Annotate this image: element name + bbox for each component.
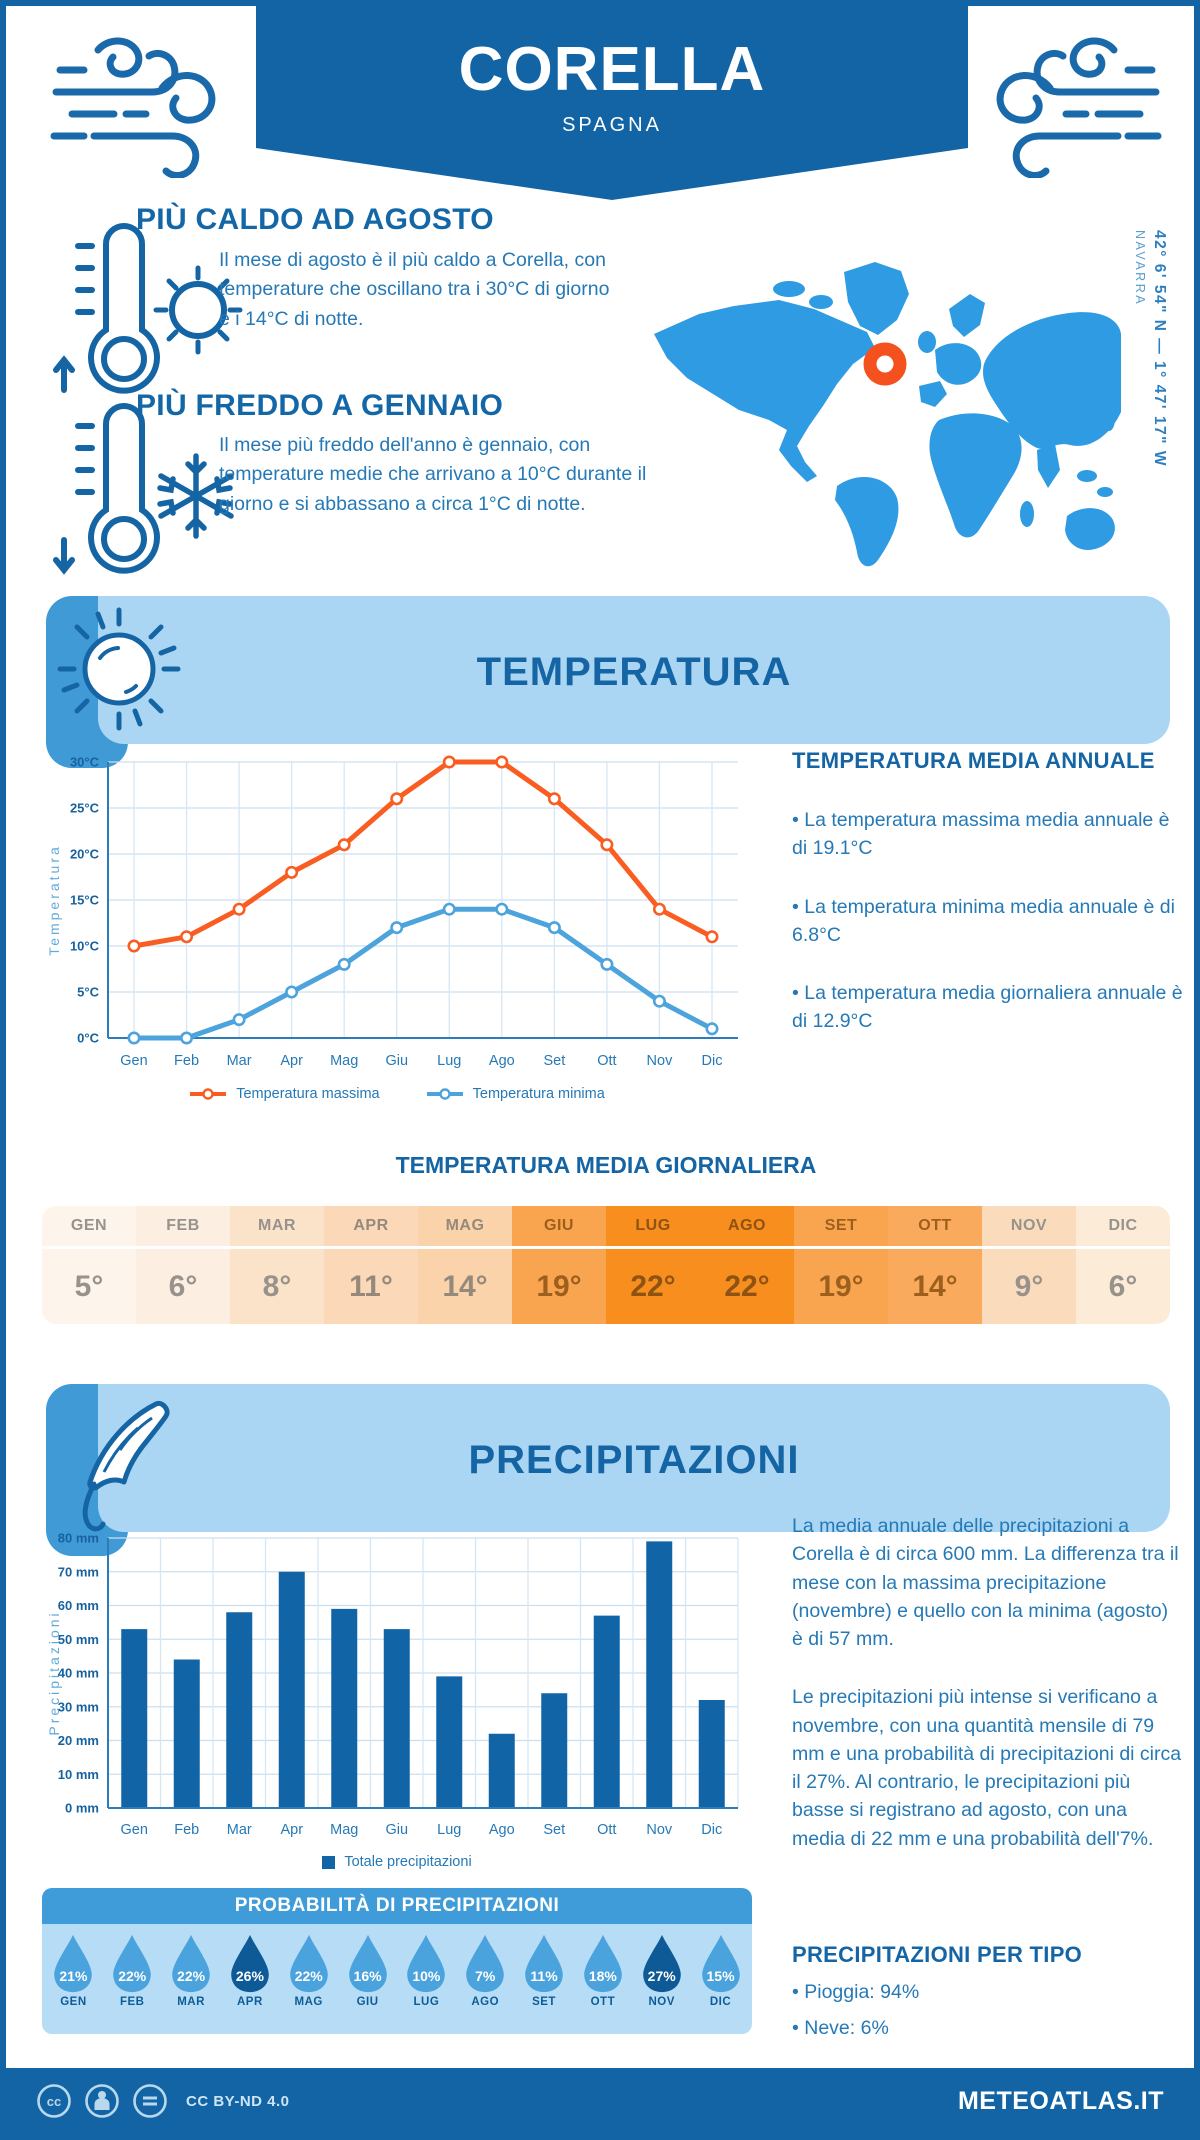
- svg-text:Lug: Lug: [437, 1822, 462, 1838]
- legend-min-marker-icon: [426, 1088, 464, 1100]
- probability-value: 10%: [412, 1968, 441, 1984]
- thermometer-cold-snowflake-icon: [48, 398, 243, 598]
- probability-value: 15%: [706, 1968, 735, 1984]
- svg-text:Dic: Dic: [701, 1822, 723, 1838]
- month-temperature-value: 22°: [630, 1269, 676, 1303]
- month-cell-dic: [1076, 1206, 1170, 1324]
- precipitation-bar-chart: [44, 1522, 750, 1852]
- daily-temperature-title: TEMPERATURA MEDIA GIORNALIERA: [395, 1152, 817, 1178]
- droplet-giu: [338, 1932, 397, 2034]
- bar-set: [541, 1693, 567, 1808]
- droplet-feb: [103, 1932, 162, 2034]
- svg-text:80 mm: 80 mm: [57, 1530, 99, 1546]
- svg-text:Ago: Ago: [488, 1822, 515, 1838]
- month-cell-gen: [42, 1206, 136, 1324]
- month-cell-ago: [700, 1206, 794, 1324]
- svg-text:Apr: Apr: [280, 1822, 304, 1838]
- svg-text:Mar: Mar: [226, 1053, 252, 1069]
- legend-item-min: [426, 1086, 605, 1102]
- bar-apr: [279, 1572, 305, 1808]
- annual-temperature-bullets: [792, 806, 1187, 1066]
- month-temperature-value: 8°: [262, 1269, 292, 1303]
- legend-precip-marker-icon: [322, 1856, 335, 1869]
- world-map: [639, 214, 1126, 569]
- temperature-legend: [44, 1086, 750, 1102]
- droplet-icon: [342, 1932, 394, 1994]
- svg-text:Mag: Mag: [330, 1053, 359, 1069]
- svg-text:70 mm: 70 mm: [57, 1564, 99, 1580]
- license-label: CC BY-ND 4.0: [186, 2092, 290, 2110]
- legend-max-marker-icon: [189, 1088, 227, 1100]
- svg-text:Gen: Gen: [120, 1822, 148, 1838]
- cc-nd-icon: [132, 2083, 168, 2119]
- droplet-icon: [400, 1932, 452, 1994]
- annual-bullet-max: • La temperatura massima media annuale è di 19.1°C: [792, 809, 1170, 860]
- fact-cold-title: PIÙ FREDDO A GENNAIO: [136, 389, 504, 422]
- droplet-icon: [695, 1932, 747, 1994]
- probability-month-label: APR: [237, 1996, 263, 2008]
- bar-feb: [174, 1660, 200, 1809]
- svg-text:Feb: Feb: [174, 1822, 200, 1838]
- probability-title: PROBABILITÀ DI PRECIPITAZIONI: [42, 1888, 752, 1924]
- probability-value: 22%: [177, 1968, 206, 1984]
- monthly-temperature-table: [42, 1206, 1170, 1324]
- probability-month-label: FEB: [119, 1996, 145, 2008]
- probability-month-label: GIU: [356, 1996, 379, 2008]
- droplet-ott: [573, 1932, 632, 2034]
- month-temperature-value: 6°: [1108, 1269, 1138, 1303]
- precipitation-paragraph-1: La media annuale delle precipitazioni a Corella è di circa 600 mm. La differenza tra il mese con la massima precipitazione (novembre) e quello con la minima (agosto) è di 57 mm.: [792, 1515, 1179, 1651]
- svg-text:0°C: 0°C: [77, 1030, 99, 1046]
- probability-value: 21%: [59, 1968, 88, 1984]
- month-label: OTT: [888, 1206, 982, 1249]
- probability-value: 22%: [118, 1968, 147, 1984]
- precipitation-probability-box: [42, 1888, 752, 2034]
- month-temperature-value: 14°: [912, 1269, 958, 1303]
- svg-text:Mar: Mar: [226, 1822, 252, 1838]
- legend-item-max: [189, 1086, 379, 1102]
- droplet-apr: [220, 1932, 279, 2034]
- cc-icon: [36, 2083, 72, 2119]
- svg-text:Apr: Apr: [280, 1053, 303, 1069]
- wind-icon: [42, 28, 232, 178]
- probability-month-label: MAR: [177, 1996, 205, 2008]
- month-label: DIC: [1076, 1206, 1170, 1249]
- droplet-set: [515, 1932, 574, 2034]
- svg-text:60 mm: 60 mm: [57, 1598, 99, 1613]
- precipitation-paragraph-2: Le precipitazioni più intense si verificano a novembre, con una quantità mensile di 79 mm e una probabilità di precipitazioni di circa il 27%. Al contrario, le precipitazioni più basse si registrano ad agosto, con una media di 22 mm e una probabilità dell'7%.: [792, 1686, 1182, 1850]
- probability-value: 26%: [235, 1968, 264, 1984]
- month-temperature-value: 19°: [536, 1269, 582, 1303]
- bar-lug: [436, 1676, 462, 1808]
- probability-value: 11%: [530, 1968, 558, 1984]
- svg-text:Nov: Nov: [646, 1053, 673, 1069]
- probability-value: 16%: [353, 1968, 382, 1984]
- page-subtitle: SPAGNA: [562, 114, 662, 136]
- month-label: LUG: [606, 1206, 700, 1249]
- svg-text:Mag: Mag: [330, 1822, 359, 1838]
- droplet-lug: [397, 1932, 456, 2034]
- cc-person-icon: [84, 2083, 120, 2119]
- droplet-gen: [44, 1932, 103, 2034]
- droplet-icon: [518, 1932, 570, 1994]
- region-label: NAVARRA: [1133, 230, 1147, 307]
- brand-label: METEOATLAS.IT: [957, 2086, 1164, 2115]
- svg-text:0 mm: 0 mm: [65, 1800, 99, 1816]
- probability-month-label: OTT: [590, 1996, 616, 2008]
- month-cell-nov: [982, 1206, 1076, 1324]
- svg-text:10 mm: 10 mm: [57, 1766, 99, 1782]
- droplet-icon: [636, 1932, 688, 1994]
- svg-text:Nov: Nov: [646, 1822, 673, 1838]
- svg-text:Lug: Lug: [437, 1053, 462, 1069]
- svg-text:30°C: 30°C: [69, 754, 99, 770]
- bar-gen: [121, 1629, 147, 1808]
- probability-month-label: GEN: [60, 1996, 87, 2008]
- fact-hot-body: Il mese di agosto è il più caldo a Corella, con temperature che oscillano tra i 30°C di giorno e i 14°C di notte.: [219, 249, 610, 330]
- svg-text:25°C: 25°C: [69, 800, 99, 816]
- month-temperature-value: 11°: [349, 1269, 393, 1303]
- svg-text:Set: Set: [543, 1822, 566, 1838]
- month-cell-mar: [230, 1206, 324, 1324]
- droplet-icon: [459, 1932, 511, 1994]
- svg-text:20 mm: 20 mm: [57, 1733, 99, 1748]
- annual-bullet-mean: • La temperatura media giornaliera annuale è di 12.9°C: [792, 982, 1183, 1033]
- svg-text:Dic: Dic: [701, 1053, 723, 1069]
- precipitation-paragraphs: [792, 1512, 1184, 1883]
- legend-min-label: Temperatura minima: [472, 1086, 605, 1102]
- thermometer-hot-sun-icon: [48, 218, 243, 403]
- svg-text:15°C: 15°C: [69, 892, 99, 908]
- month-cell-apr: [324, 1206, 418, 1324]
- probability-value: 18%: [588, 1968, 617, 1984]
- type-rain: • Pioggia: 94%: [792, 1981, 920, 2003]
- svg-text:40 mm: 40 mm: [57, 1665, 99, 1681]
- legend-item-precip: [322, 1854, 471, 1870]
- fact-hot-title: PIÙ CALDO AD AGOSTO: [136, 203, 494, 236]
- month-label: GIU: [512, 1206, 606, 1249]
- svg-text:Precipitazioni: Precipitazioni: [46, 1610, 62, 1736]
- month-label: MAR: [230, 1206, 324, 1249]
- probability-month-label: LUG: [413, 1996, 440, 2008]
- month-cell-feb: [136, 1206, 230, 1324]
- legend-max-label: Temperatura massima: [236, 1086, 380, 1102]
- month-temperature-value: 14°: [442, 1269, 488, 1303]
- droplet-icon: [165, 1932, 217, 1994]
- legend-precip-label: Totale precipitazioni: [344, 1854, 472, 1870]
- svg-text:Ott: Ott: [597, 1822, 617, 1838]
- precipitation-type-title: PRECIPITAZIONI PER TIPO: [792, 1942, 1083, 1967]
- probability-value: 22%: [294, 1968, 323, 1984]
- month-temperature-value: 6°: [168, 1269, 198, 1303]
- precipitation-section-title: PRECIPITAZIONI: [468, 1438, 800, 1482]
- probability-value: 7%: [475, 1968, 496, 1984]
- month-temperature-value: 22°: [724, 1269, 770, 1303]
- month-temperature-value: 9°: [1014, 1269, 1044, 1303]
- page-title: CORELLA: [458, 35, 766, 104]
- precipitation-legend: [44, 1854, 750, 1870]
- month-label: FEB: [136, 1206, 230, 1249]
- month-label: GEN: [42, 1206, 136, 1249]
- svg-text:20°C: 20°C: [69, 846, 99, 862]
- droplet-ago: [456, 1932, 515, 2034]
- droplet-icon: [47, 1932, 99, 1994]
- svg-text:Ago: Ago: [488, 1053, 515, 1069]
- fact-cold-body: Il mese più freddo dell'anno è gennaio, con temperature medie che arrivano a 10°C durante il giorno e si abbassano a circa 1°C di notte.: [219, 434, 647, 515]
- droplet-icon: [577, 1932, 629, 1994]
- month-label: SET: [794, 1206, 888, 1249]
- probability-month-label: NOV: [648, 1996, 675, 2008]
- probability-month-label: DIC: [709, 1996, 732, 2008]
- coordinates-label: 42° 6' 54" N — 1° 47' 17" W: [1151, 230, 1168, 467]
- bar-mar: [226, 1612, 252, 1808]
- droplet-icon: [283, 1932, 335, 1994]
- annual-temperature-title: TEMPERATURA MEDIA ANNUALE: [792, 748, 1155, 773]
- type-snow: • Neve: 6%: [792, 2017, 889, 2040]
- probability-value: 27%: [647, 1968, 676, 1984]
- bar-dic: [699, 1700, 725, 1808]
- droplet-nov: [632, 1932, 691, 2034]
- footer: [6, 2068, 1194, 2134]
- svg-text:Feb: Feb: [174, 1053, 200, 1069]
- bar-ago: [489, 1734, 515, 1808]
- svg-text:Set: Set: [543, 1053, 566, 1069]
- probability-month-label: SET: [532, 1996, 556, 2008]
- probability-month-label: AGO: [471, 1996, 500, 2008]
- svg-text:10°C: 10°C: [69, 938, 99, 954]
- svg-text:Giu: Giu: [385, 1053, 409, 1069]
- droplet-dic: [691, 1932, 750, 2034]
- svg-text:Ott: Ott: [597, 1053, 617, 1069]
- month-cell-lug: [606, 1206, 700, 1324]
- month-temperature-value: 5°: [74, 1269, 104, 1303]
- precipitation-type-list: [792, 1978, 1152, 2043]
- month-cell-set: [794, 1206, 888, 1324]
- probability-panel: [42, 1924, 752, 2034]
- temperature-section-title: TEMPERATURA: [476, 650, 792, 694]
- droplet-icon: [224, 1932, 276, 1994]
- month-label: MAG: [418, 1206, 512, 1249]
- droplet-mag: [279, 1932, 338, 2034]
- svg-text:cc: cc: [46, 2094, 62, 2109]
- svg-text:30 mm: 30 mm: [57, 1699, 99, 1715]
- droplet-mar: [162, 1932, 221, 2034]
- month-label: NOV: [982, 1206, 1076, 1249]
- svg-text:Giu: Giu: [385, 1822, 409, 1838]
- probability-month-label: MAG: [294, 1996, 323, 2008]
- droplet-icon: [106, 1932, 158, 1994]
- temperature-line-chart: [44, 748, 750, 1084]
- svg-text:50 mm: 50 mm: [57, 1631, 99, 1647]
- svg-text:5°C: 5°C: [77, 984, 99, 1000]
- month-temperature-value: 19°: [818, 1269, 864, 1303]
- month-cell-mag: [418, 1206, 512, 1324]
- bar-nov: [646, 1541, 672, 1808]
- annual-bullet-min: • La temperatura minima media annuale è di 6.8°C: [792, 895, 1175, 946]
- bar-giu: [384, 1629, 410, 1808]
- bar-ott: [594, 1616, 620, 1808]
- svg-text:Gen: Gen: [120, 1053, 148, 1069]
- map-coordinates: [1133, 230, 1168, 467]
- bar-mag: [331, 1609, 357, 1808]
- month-cell-ott: [888, 1206, 982, 1324]
- month-label: APR: [324, 1206, 418, 1249]
- month-cell-giu: [512, 1206, 606, 1324]
- wind-icon: [980, 28, 1170, 178]
- svg-text:Temperatura: Temperatura: [46, 844, 62, 956]
- month-label: AGO: [700, 1206, 794, 1249]
